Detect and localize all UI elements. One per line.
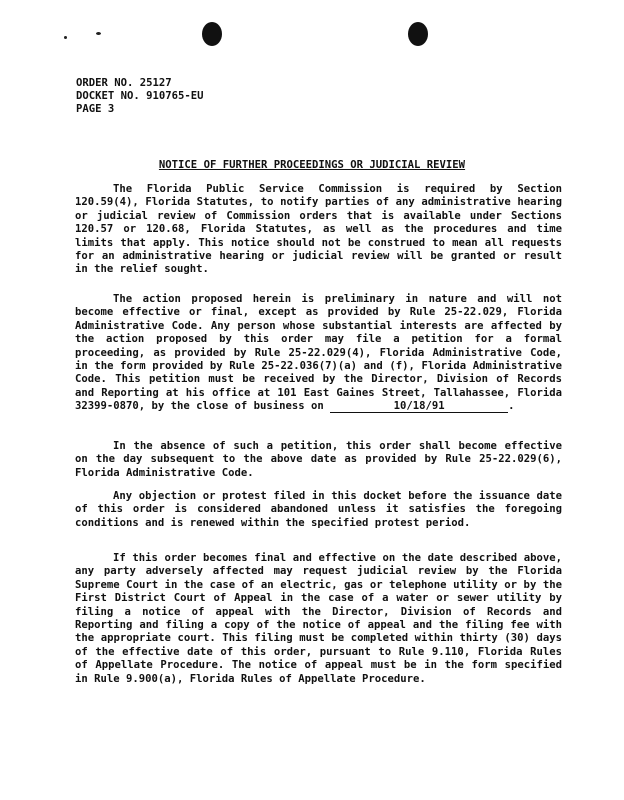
paragraph-end-mark: . xyxy=(508,400,515,413)
docket-number: DOCKET NO. 910765-EU xyxy=(76,90,204,102)
order-number: ORDER NO. 25127 xyxy=(76,77,172,89)
punch-hole-mark xyxy=(408,22,428,46)
paragraph-absence-of-petition: In the absence of such a petition, this order shall become effective on the day subsequent to the above date as provided by Rule 25-22.029(6), Florida Administrative Code. xyxy=(75,440,562,479)
paragraph-judicial-review: If this order becomes final and effective on the date described above, any party adversely affected may request judicial review by the Florida Supreme Court in the case of an electric, gas or telephone utility or by the First District Court of Appeal in the case of a water or sewer utility by filing a notice of appeal with the Director, Division of Records and Reporting and filing a copy of the notice of appeal and the filing fee with the appropriate court. This filing must be completed within thirty (30) days of the effective date of this order, pursuant to Rule 9.110, Florida Rules of Appellate Procedure. The notice of appeal must be in the form specified in Rule 9.900(a), Florida Rules of Appellate Procedure. xyxy=(75,552,562,685)
deadline-date: 10/18/91 xyxy=(330,400,508,413)
paragraph-body: The action proposed herein is preliminary in nature and will not become effective or final, except as provided by Rule 25-22.029, Florida Administrative Code. Any person whose substantial interests are affected by the action proposed by this order may file a petition for a formal proceeding, as provided by Rule 25-22.029(4), Florida Administrative Code, in the form provided by Rule 25-22.036(7)(a) and (f), Florida Administrative Code. This petition must be received by the Director, Division of Records and Reporting at his office at 101 East Gaines Street, Tallahassee, Florida 32399-0870, by the close of business on xyxy=(75,293,562,413)
paragraph-petition-deadline xyxy=(75,293,562,414)
document-header xyxy=(76,77,204,116)
scan-speck xyxy=(64,36,67,39)
page-number: PAGE 3 xyxy=(76,103,115,115)
paragraph-objection: Any objection or protest filed in this docket before the issuance date of this order is considered abandoned unless it satisfies the foregoing conditions and is renewed within the specified protest period. xyxy=(75,490,562,529)
punch-hole-mark xyxy=(202,22,222,46)
scan-speck xyxy=(96,32,101,35)
paragraph-commission-notice: The Florida Public Service Commission is required by Section 120.59(4), Florida Statutes, to notify parties of any administrative hearing or judicial review of Commission orders that is available under Sections 120.57 or 120.68, Florida Statutes, as well as the procedures and time limits that apply. This notice should not be construed to mean all requests for an administrative hearing or judicial review will be granted or result in the relief sought. xyxy=(75,183,562,276)
notice-title: NOTICE OF FURTHER PROCEEDINGS OR JUDICIAL REVIEW xyxy=(158,159,466,171)
